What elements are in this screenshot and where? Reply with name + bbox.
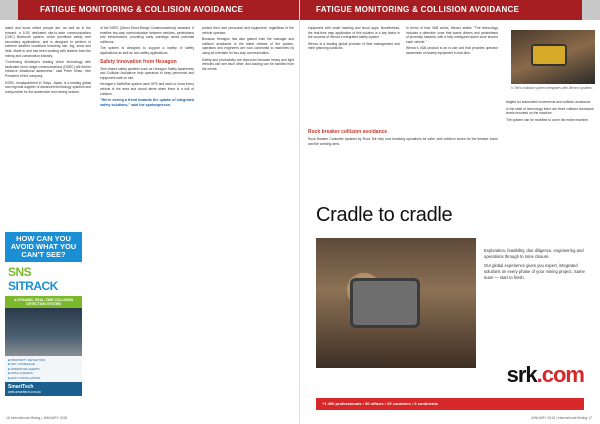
paragraph: Our global experience gives you expert, integrated solutions on every phase of your mining project. Same team — start to finish. bbox=[484, 263, 585, 280]
paragraph: Tech-based safety systems such as Hexagon Safety Awareness and Collision Avoidance help operators to keep personnel and equipment safe on site. bbox=[100, 66, 194, 80]
paragraph: Safety and productivity are improved because heavy and light vehicles can see each other, and loading can be handled from the centre. bbox=[202, 57, 294, 71]
banner-tab bbox=[0, 0, 18, 20]
paragraph: DSRC, headquartered in Tokyo, Japan, is a leading global and regional supplier of advanced technology systems and components for the automotive and mining sectors. bbox=[5, 80, 91, 94]
ad-logo bbox=[5, 262, 82, 296]
ad-feature: ■ 360° COVERAGE bbox=[8, 362, 79, 366]
section-banner: FATIGUE MONITORING & COLLISION AVOIDANCE bbox=[300, 0, 586, 20]
article-column-2 bbox=[100, 26, 194, 404]
subheading: Rock breaker collision avoidance bbox=[308, 129, 388, 135]
paragraph: Wenco is a leading global provider of fleet management and mine planning solutions. bbox=[308, 41, 400, 51]
banner-tab bbox=[582, 0, 600, 20]
ad-body bbox=[484, 248, 589, 284]
paragraph: Rock Breaker Controller systems by Rock Tek help rock breaking operations be safer, with collision zones for the breaker boom and the working area. bbox=[308, 137, 498, 146]
ad-footer bbox=[5, 382, 82, 396]
right-page bbox=[300, 0, 600, 424]
paragraph: stand and know where people are, as well as in the forward, a 6-50 dedicated site-to-wide communications (CMC) Bluetooth system, which prioritises safety over secondary applications, and is designed to perform in extreme weather conditions including rain, fog, snow and heat. Made in and has been working with leaders from the mining and construction industry. bbox=[5, 26, 91, 58]
srk-advert[interactable] bbox=[300, 190, 600, 424]
paragraph: equipment with smart tracking and cloud apps. Nonetheless, the real-time map application of this solution is a key factor in the success of Wenco's integrated safety system. bbox=[308, 26, 400, 40]
ad-mine-photo bbox=[5, 308, 82, 356]
srk-logo[interactable]: srk.com bbox=[506, 362, 584, 387]
paragraph: The system is designed to support a variety of safety applications as well as non-safety applications. bbox=[100, 46, 194, 55]
paragraph: Exploration, feasibility, due diligence, engineering and operations through to mine closure. bbox=[484, 248, 584, 259]
pull-quote: "We're seeing a trend towards the uptake of integrated safety solutions," said the spokesperson. bbox=[100, 98, 194, 108]
article-column-1 bbox=[5, 26, 91, 226]
ad-feature: ■ DATA LOGGING bbox=[8, 371, 79, 375]
ad-headline: HOW CAN YOU AVOID WHAT YOU CAN'T SEE? bbox=[5, 232, 82, 262]
paragraph: protect their own personnel and equipment, regardless of the vehicle operator. bbox=[202, 26, 294, 35]
paragraph: "Combining Mobileye's leading driver technology with dedicated short range communications (DSRC) will further enhance situational awareness," said Peter Shaw, Vice President of the company. bbox=[5, 60, 91, 78]
paragraph: targets for automated movements and collision avoidance. bbox=[506, 100, 592, 104]
photo-caption: V-Tek's collision system integrates with Wenco systems. bbox=[511, 86, 593, 90]
sns-logo-text: SNS SITRACK bbox=[8, 265, 58, 293]
page-footer: JANUARY 2018 | International Mining 17 bbox=[530, 416, 592, 420]
ad-feature-list bbox=[5, 356, 82, 382]
ad-contact[interactable]: www.smarttech.com.au bbox=[8, 390, 41, 395]
paragraph: In the state of technology there are three collision avoidance levels mounted on the machine. bbox=[506, 106, 594, 116]
paragraph: Hexagon's SafeMine system uses GPS and radio to show every vehicle in the area and sound alerts when there is a risk of collision. bbox=[100, 82, 194, 96]
ad-feature: ■ PROXIMITY DETECTION bbox=[8, 358, 79, 362]
ad-photo bbox=[316, 238, 476, 368]
ad-strip: +1 400 professionals • 50 offices • 20 countries • 6 continents bbox=[316, 398, 584, 410]
paragraph: In terms of how V&B works, Wenco states: "The technology includes a detection zone that warns drivers and pedestrians of proximity hazards, with a fully configured alarm zone around each vehicle." bbox=[406, 26, 498, 44]
ad-company: SmartTech bbox=[8, 384, 34, 391]
article-column-3 bbox=[506, 100, 594, 186]
article-photo bbox=[511, 30, 595, 84]
paragraph: Wenco's V&B product is an in-cab unit that provides operator awareness of nearby equipment in real-time. bbox=[406, 46, 498, 55]
ad-title: Cradle to cradle bbox=[316, 204, 453, 226]
paragraph: of the DSRC (Direct Short-Range Communications) standard. It enables two-way communication between vehicles, pedestrians and infrastructure, providing early warnings about potential collisions. bbox=[100, 26, 194, 44]
subheading: Safety Innovation from Hexagon bbox=[100, 58, 177, 65]
paragraph: Because Hexagon has also gained from the manager and collision avoidance is the latest release of the system, operators and engineers are now connected to machines by using an interface for two-way communication. bbox=[202, 37, 294, 55]
paragraph: The system can be modified to cover the entire machine. bbox=[506, 117, 589, 122]
ad-feature: ■ OPERATOR ALERTS bbox=[8, 367, 79, 371]
rock-breaker-section bbox=[308, 126, 498, 186]
ad-tagline: A DYNAMIC, REAL-TIME COLLISION DETECTION SYSTEM bbox=[5, 296, 82, 308]
sns-sitrack-advert[interactable] bbox=[5, 232, 82, 402]
ad-feature: ■ EASY INSTALLATION bbox=[8, 376, 79, 380]
article-column-3 bbox=[202, 26, 294, 404]
page-footer: 16 International Mining | JANUARY 2018 bbox=[6, 416, 68, 420]
section-banner: FATIGUE MONITORING & COLLISION AVOIDANCE bbox=[18, 0, 299, 20]
